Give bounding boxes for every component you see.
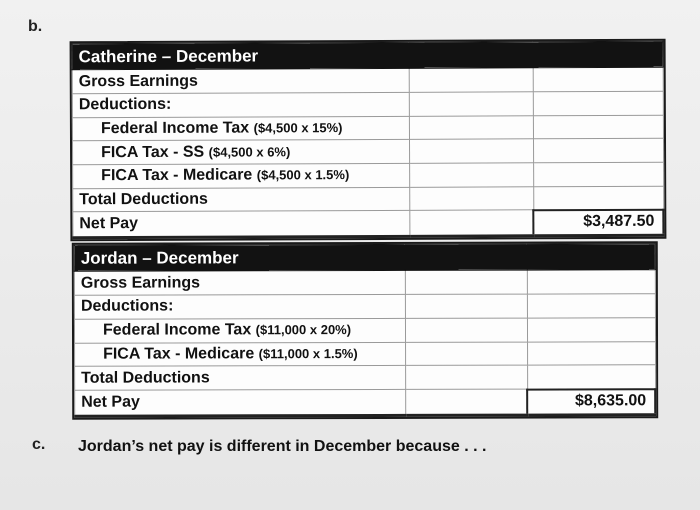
part-b-label: b.	[28, 18, 43, 35]
jordan-total-col2[interactable]	[405, 366, 527, 390]
part-c-label: c.	[32, 436, 46, 453]
catherine-federal-col2[interactable]	[409, 115, 533, 139]
jordan-medicare-col3[interactable]	[527, 341, 655, 365]
catherine-medicare-label: FICA Tax - Medicare	[101, 166, 253, 185]
jordan-title: Jordan – December	[74, 244, 655, 272]
catherine-title: Catherine – December	[72, 41, 663, 70]
jordan-federal-row	[74, 318, 655, 343]
jordan-federal-calc: ($11,000 x 20%)	[255, 322, 352, 338]
catherine-gross-col2[interactable]	[409, 68, 533, 92]
catherine-federal-row	[72, 115, 663, 141]
jordan-medicare-cell	[75, 342, 406, 367]
catherine-net-label: Net Pay	[73, 211, 410, 238]
catherine-deductions-row	[72, 91, 663, 117]
catherine-federal-calc: ($4,500 x 15%)	[253, 120, 343, 136]
catherine-header-row	[72, 41, 663, 70]
catherine-net-row	[73, 210, 664, 238]
catherine-federal-label: Federal Income Tax	[100, 119, 250, 138]
catherine-total-label: Total Deductions	[73, 187, 410, 212]
catherine-ss-col2[interactable]	[409, 139, 533, 163]
jordan-gross-col3[interactable]	[527, 270, 655, 294]
jordan-net-col2[interactable]	[406, 389, 528, 415]
catherine-deductions-col3[interactable]	[533, 91, 663, 115]
catherine-ss-col3[interactable]	[533, 139, 663, 163]
jordan-deductions-col2[interactable]	[405, 294, 527, 318]
catherine-deductions-col2[interactable]	[409, 92, 533, 116]
catherine-total-row	[73, 186, 664, 212]
jordan-total-row	[75, 365, 656, 390]
catherine-ss-calc: ($4,500 x 6%)	[208, 143, 291, 160]
catherine-deductions-label: Deductions:	[72, 92, 409, 117]
jordan-deductions-label: Deductions:	[74, 294, 405, 319]
catherine-federal-cell	[72, 116, 409, 141]
jordan-deductions-col3[interactable]	[527, 294, 655, 318]
jordan-federal-col3[interactable]	[527, 318, 655, 342]
catherine-gross-col3[interactable]	[533, 67, 663, 91]
jordan-net-row	[75, 389, 656, 416]
jordan-total-label: Total Deductions	[75, 366, 406, 391]
jordan-total-col3[interactable]	[527, 365, 655, 389]
jordan-medicare-row	[75, 341, 656, 366]
jordan-federal-cell	[74, 318, 405, 343]
catherine-net-col2[interactable]	[409, 210, 533, 236]
jordan-federal-col2[interactable]	[405, 318, 527, 342]
part-c-prompt: Jordan’s net pay is different in December because . . .	[78, 438, 487, 455]
catherine-net-amount: $3,487.50	[533, 210, 663, 236]
jordan-gross-label: Gross Earnings	[74, 271, 405, 296]
catherine-gross-row	[72, 67, 663, 93]
catherine-ss-label: FICA Tax - SS	[101, 143, 205, 161]
catherine-medicare-col2[interactable]	[409, 163, 533, 187]
catherine-total-col2[interactable]	[409, 186, 533, 210]
jordan-net-label: Net Pay	[75, 390, 406, 417]
catherine-medicare-cell	[73, 163, 410, 188]
catherine-federal-col3[interactable]	[533, 115, 663, 139]
catherine-total-col3[interactable]	[533, 186, 663, 210]
jordan-medicare-calc: ($11,000 x 1.5%)	[258, 346, 358, 362]
catherine-ss-row	[73, 139, 664, 165]
catherine-ss-cell	[73, 140, 410, 165]
jordan-medicare-label: FICA Tax - Medicare	[103, 345, 255, 363]
catherine-payroll-table	[70, 39, 667, 242]
catherine-medicare-row	[73, 162, 664, 188]
catherine-gross-label: Gross Earnings	[72, 69, 409, 94]
jordan-gross-col2[interactable]	[405, 270, 527, 294]
jordan-federal-label: Federal Income Tax	[102, 321, 252, 339]
jordan-gross-row	[74, 270, 655, 295]
jordan-payroll-table	[72, 241, 658, 420]
jordan-header-row	[74, 244, 655, 272]
catherine-medicare-col3[interactable]	[533, 162, 663, 186]
catherine-medicare-calc: ($4,500 x 1.5%)	[256, 167, 350, 183]
jordan-medicare-col2[interactable]	[405, 342, 527, 366]
jordan-deductions-row	[74, 294, 655, 319]
jordan-net-amount: $8,635.00	[527, 389, 655, 415]
